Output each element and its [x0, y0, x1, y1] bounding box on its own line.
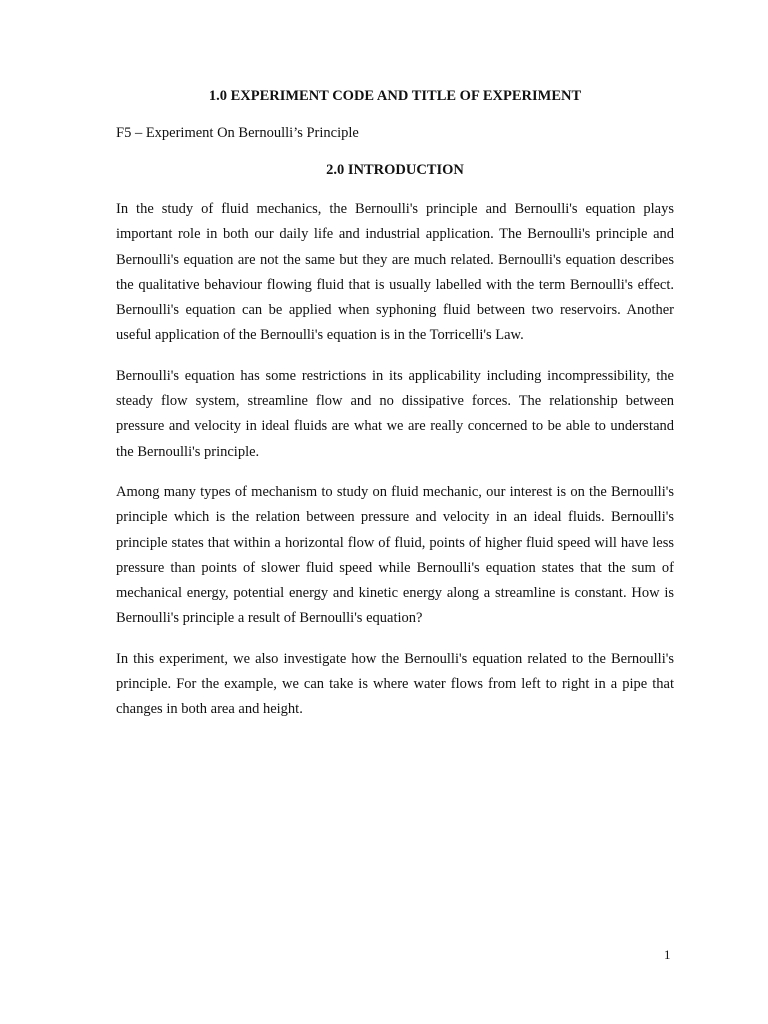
paragraph: Bernoulli's equation has some restrictions in its applicability including incompressibility, the steady flow system, streamline flow and no dissipative forces. The relationship between pressure and velocity in ideal fluids are what we are really concerned to be able to understand the Bernoulli's principle.: [116, 367, 674, 460]
section-heading-experiment-code: 1.0 EXPERIMENT CODE AND TITLE OF EXPERIMENT: [208, 88, 582, 104]
page-number: 1: [664, 947, 671, 962]
paragraph: In this experiment, we also investigate how the Bernoulli's equation related to the Bernoulli's principle. For the example, we can take is where water flows from left to right in a pipe that changes in both area and height.: [116, 650, 674, 718]
section-heading-introduction: 2.0 INTRODUCTION: [326, 162, 464, 178]
paragraph: Among many types of mechanism to study on fluid mechanic, our interest is on the Bernoulli's principle which is the relation between pressure and velocity in an ideal fluids. Bernoulli's principle states that within a horizontal flow of fluid, points of higher fluid speed will have less pressure than points of slower fluid speed while Bernoulli's equation states that the sum of mechanical energy, potential energy and kinetic energy along a streamline is constant. How is Bernoulli's principle a result of Bernoulli's equation?: [116, 483, 674, 627]
experiment-title: F5 – Experiment On Bernoulli’s Principle: [116, 125, 359, 141]
introduction-body: [116, 197, 674, 738]
paragraph: In the study of fluid mechanics, the Bernoulli's principle and Bernoulli's equation plays important role in both our daily life and industrial application. The Bernoulli's principle and Bernoulli's equation are not the same but they are much related. Bernoulli's equation describes the qualitative behaviour flowing fluid that is usually labelled with the term Bernoulli's effect. Bernoulli's equation can be applied when syphoning fluid between two reservoirs. Another useful application of the Bernoulli's equation is in the Torricelli's Law.: [116, 201, 674, 344]
